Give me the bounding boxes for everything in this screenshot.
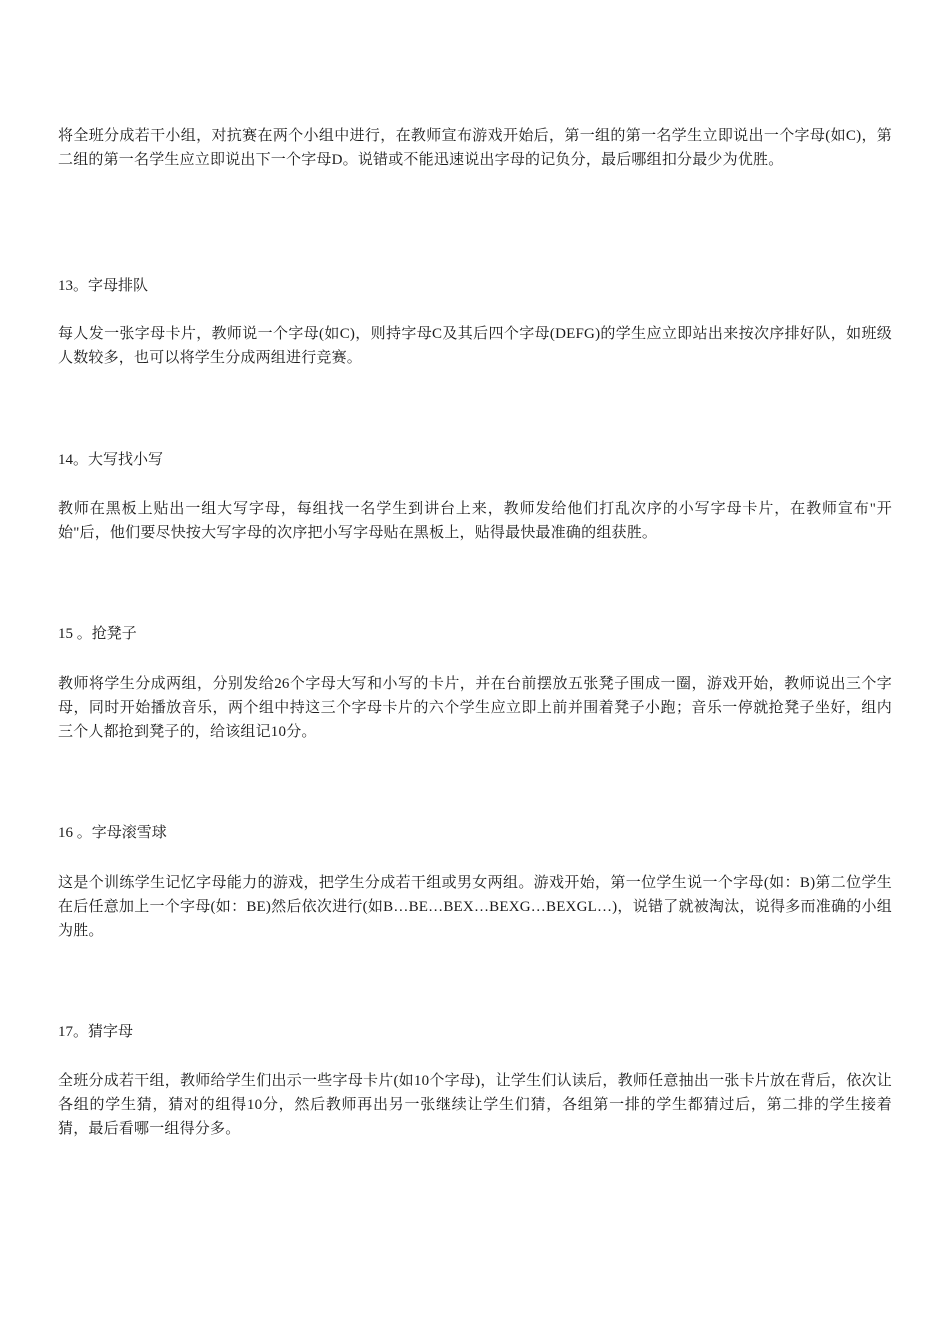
section-16-title: 16 。字母滚雪球 (58, 825, 167, 841)
section-16-body: 这是个训练学生记忆字母能力的游戏，把学生分成若干组或男女两组。游戏开始，第一位学生说一个字母(如：B)第二位学生在后任意加上一个字母(如：BE)然后依次进行(如B…BE…BEX…BEXG…BEXGL…)，说错了就被淘汰，说得多而准确的小组为胜。 (58, 875, 892, 939)
section-15-body: 教师将学生分成两组，分别发给26个字母大写和小写的卡片，并在台前摆放五张凳子围成一圈，游戏开始，教师说出三个字母，同时开始播放音乐，两个组中持这三个字母卡片的六个学生应立即上前并围着凳子小跑；音乐一停就抢凳子坐好，组内三个人都抢到凳子的，给该组记10分。 (58, 676, 892, 740)
section-13-body: 每人发一张字母卡片，教师说一个字母(如C)，则持字母C及其后四个字母(DEFG)的学生应立即站出来按次序排好队，如班级人数较多，也可以将学生分成两组进行竞赛。 (58, 326, 892, 366)
section-15-title: 15 。抢凳子 (58, 626, 137, 642)
section-17-body: 全班分成若干组，教师给学生们出示一些字母卡片(如10个字母)，让学生们认读后，教师任意抽出一张卡片放在背后，依次让各组的学生猜，猜对的组得10分，然后教师再出另一张继续让学生们猜，各组第一排的学生都猜过后，第二排的学生接着猜，最后看哪一组得分多。 (58, 1073, 892, 1137)
section-13-title: 13。字母排队 (58, 278, 149, 294)
section-17-title: 17。猜字母 (58, 1024, 134, 1040)
section-14-title: 14。大写找小写 (58, 452, 164, 468)
intro-paragraph: 将全班分成若干小组，对抗赛在两个小组中进行，在教师宣布游戏开始后，第一组的第一名学生立即说出一个字母(如C)，第二组的第一名学生应立即说出下一个字母D。说错或不能迅速说出字母的记负分，最后哪组扣分最少为优胜。 (58, 128, 892, 168)
section-14-body: 教师在黑板上贴出一组大写字母，每组找一名学生到讲台上来，教师发给他们打乱次序的小写字母卡片，在教师宣布"开始"后，他们要尽快按大写字母的次序把小写字母贴在黑板上，贴得最快最准确的组获胜。 (58, 501, 892, 541)
